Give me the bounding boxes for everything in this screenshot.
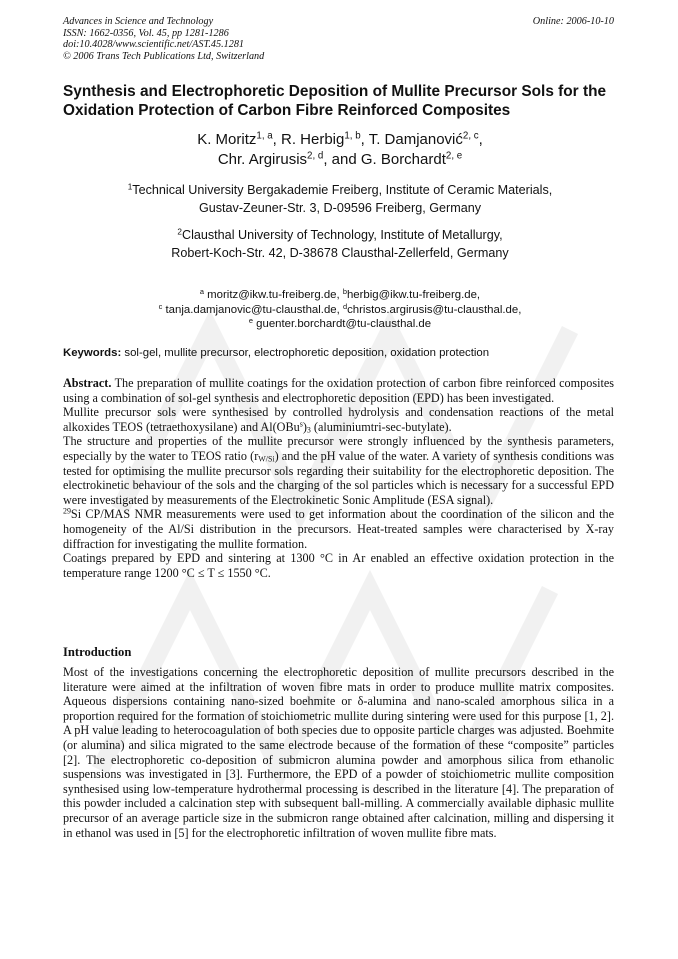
author: , R. Herbig bbox=[272, 131, 345, 148]
email[interactable]: moritz@ikw.tu-freiberg.de, bbox=[204, 289, 343, 301]
online-date: Online: 2006-10-10 bbox=[532, 16, 614, 27]
author: , and G. Borchardt bbox=[323, 151, 446, 168]
abstract-paragraph: Coatings prepared by EPD and sintering at 1300 °C in Ar enabled an effective oxidation protection in the temperature range 1200 °C ≤ T ≤ 1550 °C. bbox=[63, 551, 614, 580]
keywords-text: sol-gel, mullite precursor, electrophoretic deposition, oxidation protection bbox=[121, 347, 490, 359]
affiliation-sup: 1 bbox=[127, 182, 133, 192]
email-sup: d bbox=[342, 301, 348, 311]
affiliation-2 bbox=[40, 226, 640, 262]
keywords bbox=[63, 347, 489, 359]
email-sup: e bbox=[248, 315, 253, 325]
abstract-text: ) and the pH value of the water. A variety of synthesis conditions was tested for optimising the mullite precursor sols regarding their suitability for the electrophoretic deposition. The electrokinetic behaviour of the sols and the charging of the sol particles which is necessary for a successful EPD were investigated by measurements of the Electrokinetic Sonic Amplitude (ESA signal). bbox=[63, 448, 614, 507]
section-heading: Introduction bbox=[63, 645, 132, 659]
abstract-paragraph bbox=[63, 405, 614, 434]
abstract-paragraph bbox=[63, 376, 614, 405]
author-sup: 2, c bbox=[462, 130, 479, 142]
affiliation-1 bbox=[40, 181, 640, 217]
paper-title: Synthesis and Electrophoretic Deposition of Mullite Precursor Sols for the Oxidation Protection of Carbon Fibre Reinforced Composites bbox=[63, 83, 607, 119]
abstract-text: The preparation of mullite coatings for the oxidation protection of carbon fibre reinforced composites using a combination of sol-gel synthesis and electrophoretic deposition (EPD) has been investigated. bbox=[63, 376, 614, 405]
abstract-paragraph bbox=[63, 434, 614, 507]
author-sep: , bbox=[478, 131, 483, 148]
superscript: s bbox=[299, 419, 303, 429]
abstract-text: Si CP/MAS NMR measurements were used to get information about the coordination of the silicon and the homogeneity of the Al/Si distribution in the precursors. Heat-treated samples were characterised by X-ray diffraction for investigating the mullite formation. bbox=[63, 507, 614, 551]
affiliation-sup: 2 bbox=[177, 227, 182, 237]
abstract-label: Abstract. bbox=[63, 376, 112, 390]
journal-header bbox=[63, 16, 264, 62]
affiliation-line: Technical University Bergakademie Freiberg, Institute of Ceramic Materials, bbox=[132, 183, 553, 197]
copyright: © 2006 Trans Tech Publications Ltd, Switzerland bbox=[63, 50, 265, 62]
email[interactable]: guenter.borchardt@tu-clausthal.de bbox=[253, 318, 432, 330]
affiliation-line: Robert-Koch-Str. 42, D-38678 Clausthal-Zellerfeld, Germany bbox=[171, 246, 509, 260]
abstract-text: The structure and properties of the mullite precursor were strongly influenced by the synthesis parameters, especially by the water to TEOS ratio (r bbox=[63, 434, 614, 463]
email-sup: b bbox=[342, 286, 347, 296]
issn: ISSN: 1662-0356, Vol. 45, pp 1281-1286 bbox=[63, 27, 229, 39]
abstract-paragraph bbox=[63, 507, 614, 551]
author: Chr. Argirusis bbox=[217, 151, 308, 168]
introduction-text bbox=[63, 665, 614, 840]
email[interactable]: christos.argirusis@tu-clausthal.de, bbox=[347, 303, 522, 316]
author-sup: 1, b bbox=[344, 130, 361, 142]
subscript: 3 bbox=[306, 425, 311, 435]
affiliation-line: Gustav-Zeuner-Str. 3, D-09596 Freiberg, Germany bbox=[198, 201, 482, 215]
author-sup: 1, a bbox=[256, 130, 273, 142]
body-paragraph: Most of the investigations concerning the electrophoretic deposition of mullite precursors described in the literature were aimed at the infiltration of woven fibre mats in order to produce mullite matrix composites. Aqueous dispersions containing nano-sized boehmite or δ-alumina and nano-scaled amorphous silica in a proportion required for the formation of stoichiometric mullite during sintering were used for this purpose [1, 2]. A pH value leading to heterocoagulation of both species due to opposite particle charges was adjusted. Boehmite (or alumina) and silica migrated to the same electrode because of the formation of these “composite” particles [2]. The electrophoretic co-deposition of submicron alumina powder and amorphous silica from ethanolic suspensions was investigated in [3]. Furthermore, the EPD of a powder of stoichiometric mullite composition synthesised using low-temperature hydrothermal processing is described in the literature [4]. The preparation of this powder included a calcination step with subsequent ball-milling. A commercially available diphasic mullite precursor of an average particle size in the submicron range obtained after calcination, milling and dispersing it in ethanol was used in [5] for the electrophoretic infiltration of woven mullite fibre mats. bbox=[63, 665, 614, 840]
author: K. Moritz bbox=[197, 131, 257, 148]
abstract-text: ) bbox=[302, 419, 307, 434]
journal-name: Advances in Science and Technology bbox=[63, 16, 214, 27]
keywords-label: Keywords: bbox=[63, 347, 122, 359]
email-sup: c bbox=[158, 301, 163, 311]
email-sup: a bbox=[199, 286, 205, 296]
email[interactable]: herbig@ikw.tu-freiberg.de, bbox=[346, 289, 481, 301]
superscript: 29 bbox=[63, 506, 71, 516]
abstract bbox=[63, 376, 614, 580]
subscript: W/Si bbox=[258, 454, 275, 464]
abstract-text: (aluminiumtri-sec-butylate). bbox=[310, 419, 452, 434]
author-list bbox=[40, 130, 640, 170]
doi: doi:10.4028/www.scientific.net/AST.45.1281 bbox=[63, 39, 245, 51]
author: , T. Damjanović bbox=[360, 131, 463, 148]
email-list bbox=[40, 288, 640, 332]
affiliation-line: Clausthal University of Technology, Institute of Metallurgy, bbox=[181, 228, 503, 242]
author-sup: 2, e bbox=[445, 150, 463, 162]
abstract-text: Mullite precursor sols were synthesised by controlled hydrolysis and condensation reactions of the metal alkoxides TEOS (tetraethoxysilane) and Al(OBu bbox=[63, 405, 614, 434]
email[interactable]: tanja.damjanovic@tu-clausthal.de, bbox=[162, 303, 343, 316]
author-sup: 2, d bbox=[307, 150, 324, 162]
